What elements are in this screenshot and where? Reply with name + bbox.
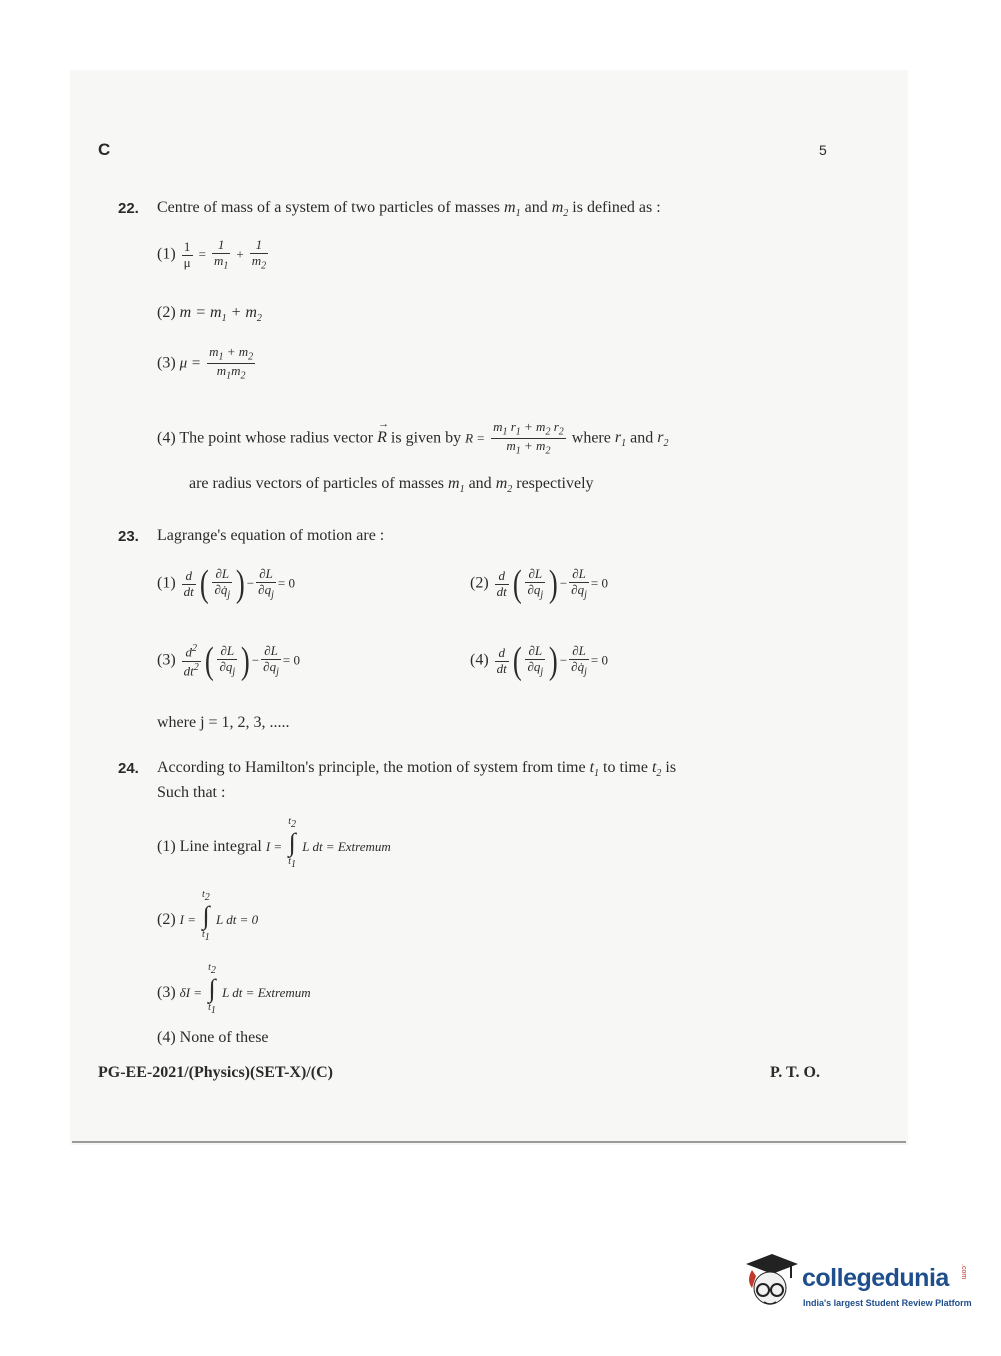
q24-opt4-text: None of these	[179, 1029, 269, 1046]
question-23-text: Lagrange's equation of motion are :	[157, 527, 385, 544]
q24-opt1-I: I =	[265, 839, 283, 854]
q22-option-3: (3) μ = $\frac{m_1 + m_2}{m_1m_2}$	[157, 344, 254, 382]
q24-t2: t	[651, 759, 657, 776]
q23-opt2-label: (2)	[470, 574, 489, 592]
question-22-text	[157, 199, 661, 219]
footer-exam-code: PG-EE-2021/(Physics)(SET-X)/(C)	[98, 1064, 333, 1081]
logo-dotcom: .com	[960, 1264, 967, 1280]
q23-opt4-label: (4)	[470, 651, 489, 669]
q24-opt3-I: δI =	[179, 985, 203, 1000]
q22-option-1: (1) $\frac{1}{\mu}$ = $\frac{1}{m_1}$ + $\frac{1}{m_2}$	[157, 237, 267, 272]
integral-sign: $t_2$ ∫ $t_1$	[208, 962, 216, 1016]
q24-opt2-label: (2)	[157, 911, 176, 928]
q22-option-2: (2) $m = m_1 + m_2$	[157, 304, 262, 325]
q22-opt4-text-a: The point whose radius vector	[179, 429, 374, 447]
q22-text-main: Centre of mass of a system of two particles of masses	[157, 199, 501, 216]
q23-opt1-label: (1)	[157, 574, 176, 592]
q22-opt4-label: (4)	[157, 429, 176, 447]
q24-opt4-label: (4)	[157, 1029, 176, 1046]
q22-option-4-line2: are radius vectors of particles of masses $m_1$ and $m_2$ respectively	[189, 475, 594, 496]
q23-where-text: where j = 1, 2, 3, .....	[157, 714, 290, 731]
q23-option-1: (1) $\frac{d}{dt}$ ( $\frac{\partial L}{\partial q̇_j}$ ) − $\frac{\partial L}{\partial q_j}$ = 0	[157, 563, 295, 605]
logo-brand: collegedunia	[802, 1264, 949, 1292]
question-24-text-line1: According to Hamilton's principle, the motion of system from time $t_1$ to time $t_2$ is	[157, 759, 677, 780]
integral-sign: $t_2$ ∫ $t_1$	[288, 816, 296, 870]
q22-m1: $m_1$	[504, 199, 521, 220]
q22-opt3-label: (3)	[157, 354, 176, 372]
integral-sign: $t_2$ ∫ $t_1$	[202, 889, 210, 943]
q22-tail: is defined as :	[572, 199, 661, 216]
q24-is: is	[665, 759, 677, 776]
q24-opt1-tail: L dt = Extremum	[302, 839, 391, 854]
q22-opt2-text: m = m	[179, 304, 222, 321]
logo-tagline: India's largest Student Review Platform	[803, 1298, 972, 1308]
q22-opt4-R-vector: → R	[377, 418, 390, 447]
footer-pto: P. T. O.	[770, 1064, 820, 1081]
q22-opt4-text-b: is given by	[390, 429, 462, 447]
q22-option-4: (4) The point whose radius vector → R is given by R = $\frac{m_1 r_1 + m_2 r_2}{m_1 + m_2}$ where $r_1$ and $r_2$	[157, 418, 669, 457]
question-23-number: 23.	[118, 528, 139, 545]
question-22-number: 22.	[118, 200, 139, 217]
q24-opt3-tail: L dt = Extremum	[222, 985, 311, 1000]
mascot-icon	[742, 1250, 800, 1310]
q24-option-1	[157, 816, 391, 870]
q22-opt3-frac: $\frac{m_1 + m_2}{m_1m_2}$	[209, 344, 254, 382]
q24-to-time: to time	[603, 759, 648, 776]
q24-option-2	[157, 889, 259, 943]
q24-option-3	[157, 962, 311, 1016]
q24-t1: t	[589, 759, 595, 776]
q24-opt1-label: (1)	[157, 838, 176, 855]
q24-opt2-I: I =	[179, 912, 197, 927]
q22-m2: $m_2$	[551, 199, 569, 220]
question-24-number: 24.	[118, 760, 139, 777]
q24-option-4	[157, 1029, 269, 1047]
q22-opt1-frac-b: $\frac{1}{m_1}$	[213, 237, 229, 272]
set-letter: C	[98, 140, 111, 159]
q24-opt1-text: Line integral	[179, 838, 262, 855]
q23-option-4: (4) $\frac{d}{dt}$ ( $\frac{\partial L}{\partial q_j}$ ) − $\frac{\partial L}{\partial q̇_j}$ = 0	[470, 640, 608, 682]
q23-option-2: (2) $\frac{d}{dt}$ ( $\frac{\partial L}{\partial q_j}$ ) − $\frac{\partial L}{\partial q_j}$ = 0	[470, 563, 608, 605]
q22-and: and	[524, 199, 548, 216]
collegedunia-logo[interactable]	[742, 1250, 972, 1320]
page-number: 5	[819, 142, 827, 158]
q22-opt4-line2-text: are radius vectors of particles of masses	[189, 475, 445, 492]
q22-opt4-line2-and: and	[468, 475, 492, 492]
q22-opt4-frac: $\frac{m_1 r_1 + m_2 r_2}{m_1 + m_2}$	[493, 419, 564, 457]
q23-option-3: (3) $\frac{d^2}{dt^2}$ ( $\frac{\partial L}{\partial q_j}$ ) − $\frac{\partial L}{\partial q_j}$ = 0	[157, 640, 300, 682]
q24-opt2-tail: L dt = 0	[216, 912, 259, 927]
q22-opt4-line2-tail: respectively	[516, 475, 594, 492]
q22-opt4-where: where	[571, 429, 611, 447]
q22-opt4-and: and	[630, 429, 654, 447]
divider	[72, 1141, 906, 1143]
q24-text-line1-main: According to Hamilton's principle, the motion of system from time	[157, 759, 586, 776]
q22-opt1-frac-a: $\frac{1}{\mu}$	[183, 238, 191, 270]
q22-opt1-label: (1)	[157, 245, 176, 263]
q22-opt1-frac-c: $\frac{1}{m_2}$	[251, 237, 267, 272]
q23-opt3-label: (3)	[157, 651, 176, 669]
q22-opt2-label: (2)	[157, 304, 176, 321]
q24-opt3-label: (3)	[157, 984, 176, 1001]
question-24-text-line2: Such that :	[157, 784, 226, 801]
